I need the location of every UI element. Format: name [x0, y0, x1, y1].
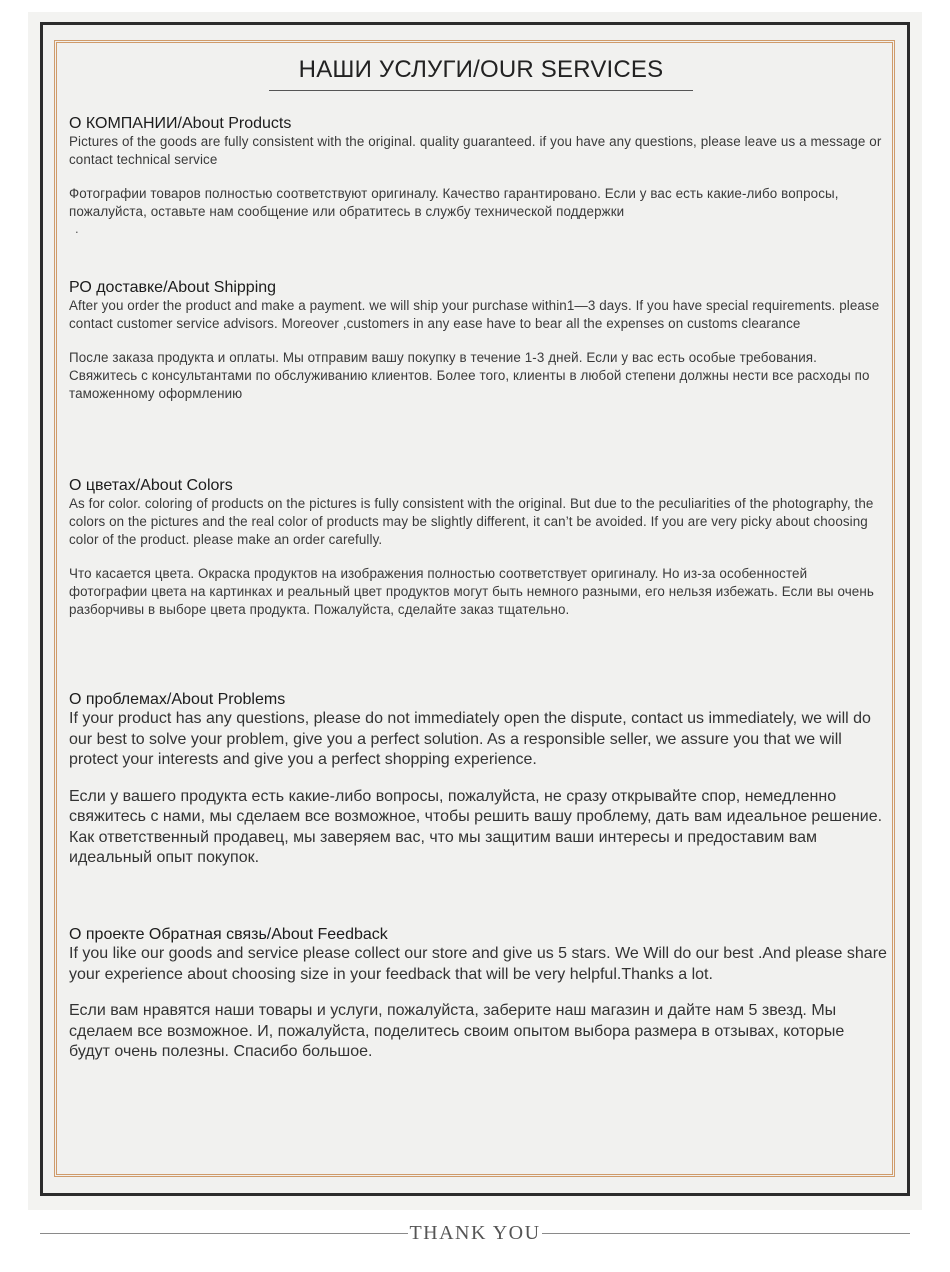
section-text-ru: После заказа продукта и оплаты. Мы отправим вашу покупку в течение 1-3 дней. Если у вас есть особые требования. Свяжитесь с консультантами по обслуживанию клиентов. Более того, клиенты в любой степени должны нести все расходы по таможенному оформлению — [69, 350, 870, 401]
section-text-ru: Фотографии товаров полностью соответствуют оригиналу. Качество гарантировано. Если у вас есть какие-либо вопросы, пожалуйста, оставьте нам сообщение или обратитесь в службу технической поддержки — [69, 186, 839, 219]
section-about-problems — [69, 690, 889, 869]
page-title: НАШИ УСЛУГИ/OUR SERVICES — [269, 56, 694, 91]
section-heading: РО доставке/About Shipping — [69, 279, 277, 296]
footer — [40, 1222, 910, 1246]
section-about-products — [69, 114, 889, 237]
thank-you-text: THANK YOU — [409, 1222, 541, 1244]
section-about-feedback — [69, 925, 889, 1063]
section-text-en: Pictures of the goods are fully consistent with the original. quality guaranteed. if you have any questions, please leave us a message or contact technical service — [69, 134, 882, 167]
footer-divider-left — [40, 1233, 408, 1234]
section-text-en: After you order the product and make a payment. we will ship your purchase within1—3 days. If you have special requirements. please contact customer service advisors. Moreover ,customers in any ease have to bear all the expenses on customs clearance — [69, 298, 880, 331]
section-heading: О цветах/About Colors — [69, 477, 233, 494]
section-text-ru: Если у вашего продукта есть какие-либо вопросы, пожалуйста, не сразу открывайте спор, немедленно свяжитесь с нами, мы сделаем все возможное, чтобы решить вашу проблему, дать вам идеальное решение. Как ответственный продавец, мы заверяем вас, что мы защитим ваши интересы и предоставим вам идеальный опыт покупок. — [69, 787, 883, 866]
section-about-colors — [69, 476, 889, 619]
footer-divider-right — [542, 1233, 910, 1234]
services-content — [69, 56, 889, 1060]
section-text-en: If your product has any questions, please do not immediately open the dispute, contact us immediately, we will do our best to solve your problem, give you a perfect solution. As a responsible seller, we assure you that we will protect your interests and give you a perfect shopping experience. — [69, 710, 871, 768]
section-text-en: As for color. coloring of products on the pictures is fully consistent with the original. But due to the peculiarities of the photography, the colors on the pictures and the real color of products may be slightly different, it can’t be avoided. If you are very picky about choosing color of the product. please make an order carefully. — [69, 496, 874, 547]
section-text-ru: Что касается цвета. Окраска продуктов на изображения полностью соответствует оригиналу. Но из-за особенностей фотографии цвета на картинках и реальный цвет продуктов могут быть немного разными, его нельзя избежать. Если вы очень разборчивы в выборе цвета продукта. Пожалуйста, сделайте заказ тщательно. — [69, 566, 874, 617]
section-heading: О проблемах/About Problems — [69, 691, 286, 708]
section-heading: О проекте Обратная связь/About Feedback — [69, 926, 388, 943]
section-heading: О КОМПАНИИ/About Products — [69, 115, 292, 132]
section-about-shipping — [69, 278, 889, 403]
section-text-ru: Если вам нравятся наши товары и услуги, пожалуйста, заберите наш магазин и дайте нам 5 звезд. Мы сделаем все возможное. И, пожалуйста, поделитесь своим опытом выбора размера в отзывах, которые будут очень полезны. Спасибо большое. — [69, 1002, 845, 1060]
section-text-en: If you like our goods and service please collect our store and give us 5 stars. We Will do our best .And please share your experience about choosing size in your feedback that will be very helpful.Thanks a lot. — [69, 945, 887, 983]
section-extra: . — [75, 221, 79, 236]
